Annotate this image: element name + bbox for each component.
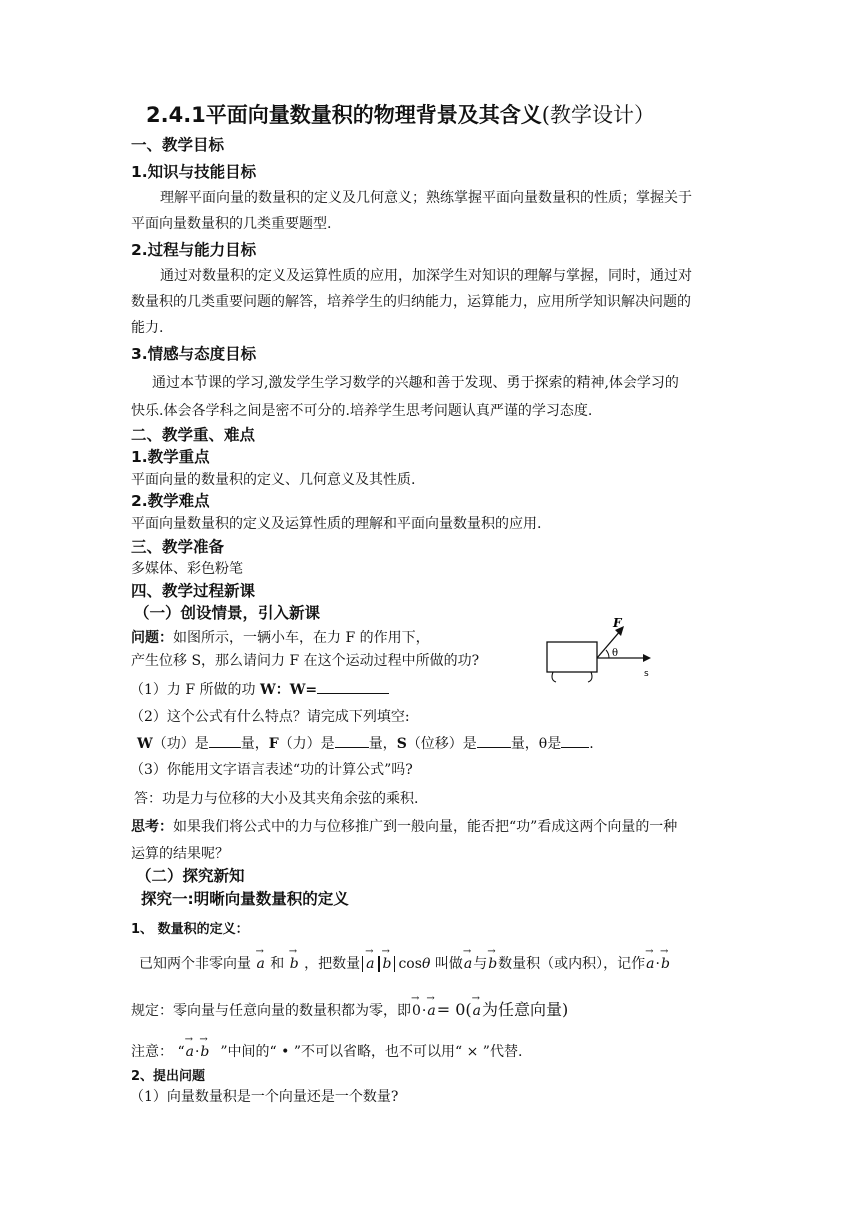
vector-a: → a xyxy=(646,952,654,976)
paragraph-line: （3）你能用文字语言表述“功的计算公式”吗? xyxy=(130,762,413,778)
vector-b: → b xyxy=(290,952,299,976)
rule-line xyxy=(131,998,568,1023)
norm-b xyxy=(379,956,396,972)
theta: θ xyxy=(421,956,431,972)
text: 为任意向量) xyxy=(482,1000,569,1019)
text: （力）是 xyxy=(278,736,335,752)
paragraph-line: 平面向量数量积的几类重要题型. xyxy=(131,216,332,232)
section-heading-2: 二、教学重、难点 xyxy=(131,426,256,444)
vector-a: → a xyxy=(186,1040,194,1064)
definition-heading: 1、 数量积的定义： xyxy=(131,922,249,937)
title-main: 2.4.1平面向量数量积的物理背景及其含义 xyxy=(146,103,542,127)
paragraph-line: 平面向量数量积的定义及运算性质的理解和平面向量数量积的应用. xyxy=(131,516,542,532)
vector-b: → b xyxy=(200,1040,209,1064)
cos: cos xyxy=(398,956,422,972)
text: 和 xyxy=(270,956,285,972)
dot: · xyxy=(655,956,660,972)
text: 叫做 xyxy=(434,956,463,972)
answer-blank xyxy=(335,733,369,748)
q1-formula: W：W= xyxy=(259,682,318,698)
text: 注意： “ xyxy=(131,1044,185,1060)
answer-blank xyxy=(209,733,241,748)
think-line xyxy=(131,817,677,837)
text: ”中间的“ • ”不可以省略，也不可以用“ × ”代替. xyxy=(220,1044,523,1060)
text: 已知两个非零向量 xyxy=(139,956,251,972)
vector-a: → a xyxy=(427,999,435,1023)
subheading-process: 2.过程与能力目标 xyxy=(131,241,257,259)
text: （功）是 xyxy=(152,736,209,752)
note-line xyxy=(131,1040,522,1064)
section-heading-3: 三、教学准备 xyxy=(131,538,225,556)
definition-line xyxy=(139,952,671,976)
paragraph-line: 能力. xyxy=(131,320,164,336)
norm-a xyxy=(362,956,378,972)
document-title xyxy=(146,101,655,129)
paragraph-line: 快乐.体会各学科之间是密不可分的.培养学生思考问题认真严谨的学习态度. xyxy=(131,403,593,419)
subheading-difficult: 2.教学难点 xyxy=(131,492,210,510)
vector-b: → b xyxy=(488,952,497,976)
q1-line xyxy=(130,679,389,700)
section-heading-1: 一、教学目标 xyxy=(131,136,225,154)
question-line xyxy=(131,628,430,648)
title-suffix: (教学设计） xyxy=(541,103,655,127)
fill-blank-line xyxy=(137,733,594,754)
dot: · xyxy=(421,1003,427,1019)
paragraph-line: 产生位移 S，那么请问力 F 在这个运动过程中所做的功? xyxy=(131,653,480,669)
question-text: 如图所示，一辆小车，在力 F 的作用下， xyxy=(173,630,430,646)
answer-blank xyxy=(317,679,389,694)
paragraph-line: （1）向量数量积是一个向量还是一个数量? xyxy=(130,1089,399,1105)
vector-b: → b xyxy=(661,952,670,976)
text: 与 xyxy=(473,956,488,972)
text: 数量积（或内积），记作 xyxy=(498,956,646,972)
text: ，把数量 xyxy=(304,956,361,972)
text: 规定：零向量与任意向量的数量积都为零，即 xyxy=(131,1003,411,1019)
think-text: 如果我们将公式中的力与位移推广到一般向量，能否把“功”看成这两个向量的一种 xyxy=(173,819,678,835)
text: . xyxy=(589,736,594,752)
label-s: S xyxy=(396,736,407,752)
text: 量， xyxy=(240,736,269,752)
subheading-knowledge: 1.知识与技能目标 xyxy=(131,163,257,181)
paragraph-line: 通过本节课的学习,激发学生学习数学的兴趣和善于发现、勇于探索的精神,体会学习的 xyxy=(152,375,679,391)
question-label: 问题： xyxy=(131,630,173,646)
vector-a: → a xyxy=(256,952,264,976)
ask-heading: 2、提出问题 xyxy=(131,1069,206,1084)
section-heading-4: 四、教学过程新课 xyxy=(131,582,256,600)
angle-label: θ xyxy=(612,648,619,659)
q1-text: （1）力 F 所做的功 xyxy=(130,682,260,698)
subheading-key: 1.教学重点 xyxy=(131,448,210,466)
vector-a: → a xyxy=(366,952,374,976)
part-heading-1: （一）创设情景，引入新课 xyxy=(134,604,321,622)
force-label: F xyxy=(613,616,622,630)
label-f: F xyxy=(268,736,279,752)
text: （位移）是 xyxy=(406,736,477,752)
displacement-label: s xyxy=(644,669,649,679)
paragraph-line: 多媒体、彩色粉笔 xyxy=(131,561,243,577)
text: 量，θ是 xyxy=(510,736,562,752)
equals-zero: = 0( xyxy=(436,1000,472,1019)
explore-heading: 探究一:明晰向量数量积的定义 xyxy=(141,890,349,908)
cart-force-figure xyxy=(545,616,665,688)
answer-line: 答：功是力与位移的大小及其夹角余弦的乘积. xyxy=(134,791,419,807)
subheading-emotion: 3.情感与态度目标 xyxy=(131,345,257,363)
think-label: 思考： xyxy=(131,819,173,835)
paragraph-line: 运算的结果呢？ xyxy=(131,846,229,862)
label-w: W xyxy=(137,736,153,752)
dot: · xyxy=(194,1044,200,1060)
answer-blank xyxy=(561,733,589,748)
paragraph-line: 通过对数量积的定义及运算性质的应用，加深学生对知识的理解与掌握，同时，通过对 xyxy=(160,268,692,284)
vector-a: → a xyxy=(473,999,481,1023)
zero-vector: → 0 xyxy=(412,999,421,1023)
part-heading-2: （二）探究新知 xyxy=(136,867,245,885)
paragraph-line: （2）这个公式有什么特点？请完成下列填空: xyxy=(130,709,410,725)
paragraph-line: 数量积的几类重要问题的解答，培养学生的归纳能力，运算能力，应用所学知识解决问题的 xyxy=(131,294,691,310)
text: 量， xyxy=(368,736,397,752)
vector-a: → a xyxy=(464,952,472,976)
paragraph-line: 平面向量的数量积的定义、几何意义及其性质. xyxy=(131,472,416,488)
vector-b: → b xyxy=(383,952,392,976)
answer-blank xyxy=(477,733,511,748)
paragraph-line: 理解平面向量的数量积的定义及几何意义；熟练掌握平面向量数量积的性质；掌握关于 xyxy=(160,190,692,206)
